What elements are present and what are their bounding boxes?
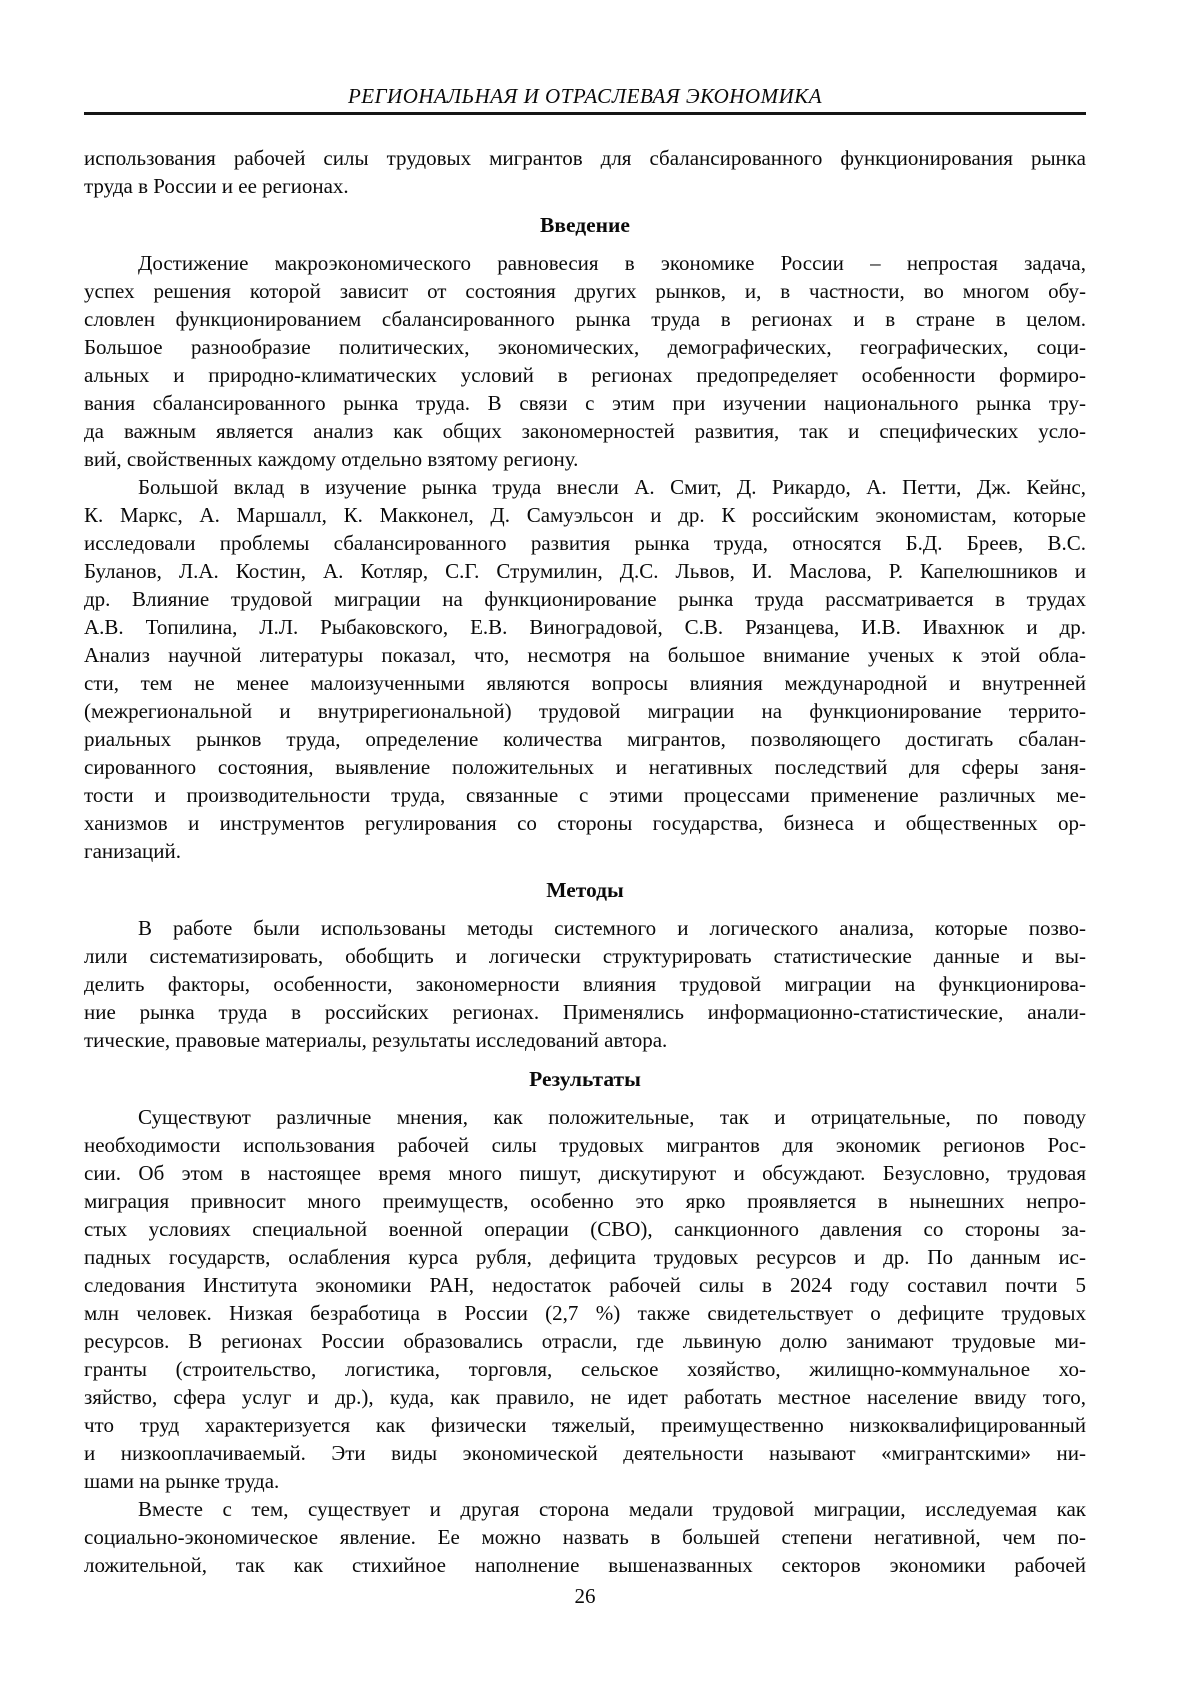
- text-line: что труд характеризуется как физически тяжелый, преимущественно низкоквалифицированный: [84, 1412, 1086, 1437]
- text-line: делить факторы, особенности, закономерности влияния трудовой миграции на функционирова-: [84, 971, 1086, 996]
- text-line: Достижение макроэкономического равновесия в экономике России – непростая задача,: [138, 250, 1086, 275]
- text-line: альных и природно-климатических условий в регионах предопределяет особенности формиро-: [84, 362, 1086, 387]
- section-heading: Методы: [546, 877, 624, 902]
- body-paragraph: [84, 144, 1086, 200]
- text-line: ханизмов и инструментов регулирования со стороны государства, бизнеса и общественных ор-: [84, 810, 1086, 835]
- text-line: ние рынка труда в российских регионах. Применялись информационно-статистические, анали-: [84, 999, 1086, 1024]
- text-line: лили систематизировать, обобщить и логически структурировать статистические данные и вы-: [84, 943, 1086, 968]
- text-flow: [84, 144, 1086, 1579]
- text-line: необходимости использования рабочей силы трудовых мигрантов для экономик регионов Рос-: [84, 1132, 1086, 1157]
- text-line: ганизаций.: [84, 838, 181, 863]
- page-number: 26: [574, 1583, 596, 1608]
- section-heading: Результаты: [529, 1066, 641, 1091]
- text-line: сти, тем не менее малоизученными являются вопросы влияния международной и внутренней: [84, 670, 1086, 695]
- text-line: К. Маркс, А. Маршалл, К. Макконел, Д. Самуэльсон и др. К российским экономистам, которые: [84, 502, 1086, 527]
- text-line: стых условиях специальной военной операции (СВО), санкционного давления со стороны за-: [84, 1216, 1086, 1241]
- body-paragraph: [84, 1103, 1086, 1495]
- text-line: Большое разнообразие политических, экономических, демографических, географических, соци-: [84, 334, 1086, 359]
- text-line: (межрегиональной и внутрирегиональной) трудовой миграции на функционирование террито-: [84, 698, 1086, 723]
- text-line: ложительной, так как стихийное наполнение вышеназванных секторов экономики рабочей: [84, 1552, 1086, 1577]
- text-line: тические, правовые материалы, результаты исследований автора.: [84, 1027, 668, 1052]
- text-line: Большой вклад в изучение рынка труда внесли А. Смит, Д. Рикардо, А. Петти, Дж. Кейнс,: [138, 474, 1086, 499]
- body-paragraph: [84, 249, 1086, 473]
- text-line: А.В. Топилина, Л.Л. Рыбаковского, Е.В. Виноградовой, С.В. Рязанцева, И.В. Ивахнюк и др.: [84, 614, 1086, 639]
- text-line: Вместе с тем, существует и другая сторона медали трудовой миграции, исследуемая как: [138, 1496, 1086, 1521]
- text-line: сии. Об этом в настоящее время много пишут, дискутируют и обсуждают. Безусловно, трудовая: [84, 1160, 1086, 1185]
- text-line: гранты (строительство, логистика, торговля, сельское хозяйство, жилищно-коммунальное хо-: [84, 1356, 1086, 1381]
- text-line: следования Института экономики РАН, недостаток рабочей силы в 2024 году составил почти 5: [84, 1272, 1086, 1297]
- text-line: риальных рынков труда, определение количества мигрантов, позволяющего достигать сбалан-: [84, 726, 1086, 751]
- text-line: шами на рынке труда.: [84, 1468, 280, 1493]
- text-line: исследовали проблемы сбалансированного развития рынка труда, относятся Б.Д. Бреев, В.С.: [84, 530, 1086, 555]
- body-paragraph: [84, 914, 1086, 1054]
- text-line: успех решения которой зависит от состояния других рынков, и, в частности, во многом обу-: [84, 278, 1086, 303]
- text-line: ресурсов. В регионах России образовались отрасли, где львиную долю занимают трудовые ми-: [84, 1328, 1086, 1353]
- text-line: вания сбалансированного рынка труда. В связи с этим при изучении национального рынка тру-: [84, 390, 1086, 415]
- text-line: зяйство, сфера услуг и др.), куда, как правило, не идет работать местное население ввиду того,: [84, 1384, 1086, 1409]
- body-paragraph: [84, 473, 1086, 865]
- text-line: использования рабочей силы трудовых мигрантов для сбалансированного функционирования рынка: [84, 145, 1086, 170]
- running-head: РЕГИОНАЛЬНАЯ И ОТРАСЛЕВАЯ ЭКОНОМИКА: [347, 84, 823, 108]
- text-line: млн человек. Низкая безработица в России (2,7 %) также свидетельствует о дефиците трудовых: [84, 1300, 1086, 1325]
- text-line: социально-экономическое явление. Ее можно назвать в большей степени негативной, чем по-: [84, 1524, 1086, 1549]
- text-line: миграция привносит много преимуществ, особенно это ярко проявляется в нынешних непро-: [84, 1188, 1086, 1213]
- text-line: словлен функционированием сбалансированного рынка труда в регионах и в стране в целом.: [84, 306, 1086, 331]
- text-line: Существуют различные мнения, как положительные, так и отрицательные, по поводу: [138, 1104, 1086, 1129]
- header-rule: [84, 112, 1086, 115]
- text-line: др. Влияние трудовой миграции на функционирование рынка труда рассматривается в трудах: [84, 586, 1086, 611]
- body-paragraph: [84, 1495, 1086, 1579]
- text-line: труда в России и ее регионах.: [84, 173, 349, 198]
- section-heading: Введение: [540, 212, 630, 237]
- text-line: тости и производительности труда, связанные с этими процессами применение различных ме-: [84, 782, 1086, 807]
- text-line: сированного состояния, выявление положительных и негативных последствий для сферы заня-: [84, 754, 1086, 779]
- text-line: Буланов, Л.А. Костин, А. Котляр, С.Г. Струмилин, Д.С. Львов, И. Маслова, Р. Капелюшников и: [84, 558, 1086, 583]
- text-line: В работе были использованы методы системного и логического анализа, которые позво-: [138, 915, 1086, 940]
- text-line: вий, свойственных каждому отдельно взятому региону.: [84, 446, 579, 471]
- page-content: [84, 0, 1086, 1610]
- text-line: Анализ научной литературы показал, что, несмотря на большое внимание ученых к этой обла-: [84, 642, 1086, 667]
- text-line: падных государств, ослабления курса рубля, дефицита трудовых ресурсов и др. По данным ис-: [84, 1244, 1086, 1269]
- text-line: да важным является анализ как общих закономерностей развития, так и специфических усло-: [84, 418, 1086, 443]
- text-line: и низкооплачиваемый. Эти виды экономической деятельности называют «мигрантскими» ни-: [84, 1440, 1086, 1465]
